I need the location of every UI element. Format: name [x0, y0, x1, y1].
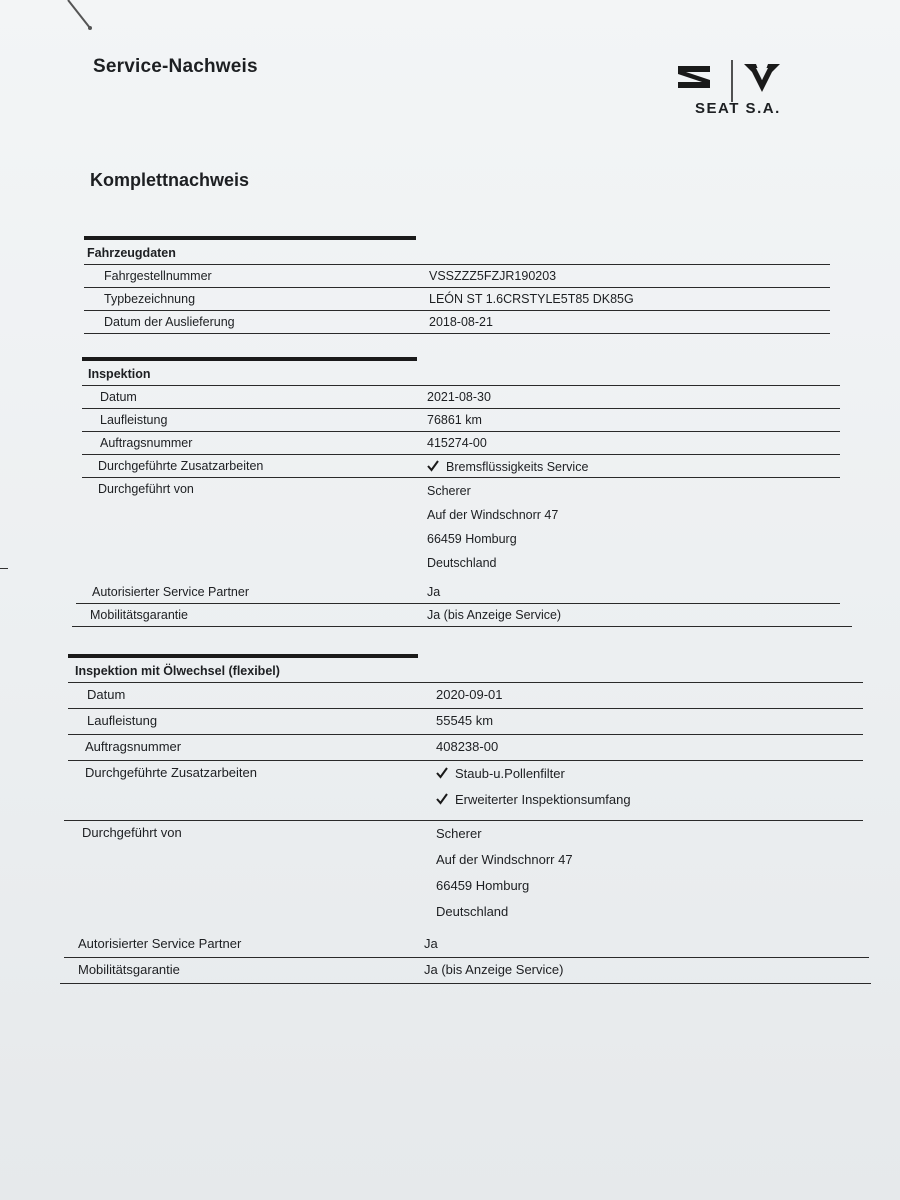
brand-name: SEAT S.A. [695, 100, 781, 117]
table-row [68, 683, 863, 709]
row-value: 55545 km [436, 713, 494, 728]
row-label: Durchgeführt von [98, 482, 194, 496]
row-value: 415274-00 [427, 436, 487, 450]
table-row [68, 735, 863, 761]
row-label: Datum [87, 687, 126, 702]
table-row [84, 288, 830, 311]
row-value [427, 455, 840, 477]
seat-logo-icon [678, 66, 710, 88]
pen-mark [66, 0, 94, 32]
checkmark-icon [427, 460, 439, 472]
table-row [84, 265, 830, 288]
extra-work-item: Staub-u.Pollenfilter [455, 766, 565, 781]
row-label: Durchgeführte Zusatzarbeiten [98, 459, 264, 473]
row-label: Autorisierter Service Partner [92, 585, 250, 599]
row-label: Laufleistung [100, 413, 168, 427]
address-line: Auf der Windschnorr 47 [427, 508, 559, 522]
row-value: 2018-08-21 [429, 315, 493, 329]
row-label: Datum der Auslieferung [104, 315, 235, 329]
row-value [436, 761, 863, 820]
address-line: Deutschland [436, 904, 509, 919]
row-value: 76861 km [427, 413, 482, 427]
address-line: Scherer [427, 484, 471, 498]
address-line: Scherer [436, 826, 482, 841]
inspection-section [82, 357, 840, 627]
row-label: Datum [100, 390, 137, 404]
document-title: Service-Nachweis [93, 56, 258, 77]
extra-work-item: Erweiterter Inspektionsumfang [455, 792, 631, 807]
row-label: Autorisierter Service Partner [78, 936, 242, 951]
row-label: Mobilitätsgarantie [78, 962, 180, 977]
row-label: Durchgeführt von [82, 825, 182, 840]
vehicle-section [84, 236, 830, 334]
checkmark-icon [436, 767, 448, 779]
row-label: Auftragsnummer [85, 739, 182, 754]
margin-tick [0, 568, 8, 569]
table-row [68, 709, 863, 735]
row-label: Laufleistung [87, 713, 158, 728]
row-value: Ja [424, 936, 438, 951]
table-row [72, 604, 852, 627]
row-label: Typbezeichnung [104, 292, 196, 306]
table-row [76, 581, 840, 604]
table-row [82, 455, 840, 478]
row-label: Fahrgestellnummer [104, 269, 212, 283]
table-row [82, 432, 840, 455]
row-value: 2020-09-01 [436, 687, 503, 702]
checkmark-icon [436, 793, 448, 805]
row-value: Ja (bis Anzeige Service) [427, 608, 562, 622]
row-label: Mobilitätsgarantie [90, 608, 188, 622]
vehicle-heading: Fahrzeugdaten [84, 240, 830, 265]
row-value: 2021-08-30 [427, 390, 491, 404]
address-line: Deutschland [427, 556, 497, 570]
inspection-heading: Inspektion [82, 361, 840, 386]
extra-work-line [436, 791, 863, 817]
table-row [60, 958, 871, 984]
row-value: VSSZZZ5FZJR190203 [429, 269, 557, 283]
cupra-logo-icon [744, 64, 780, 92]
address-line: Auf der Windschnorr 47 [436, 852, 573, 867]
address-line: 66459 Homburg [436, 878, 530, 893]
address-block [427, 478, 840, 581]
table-row [82, 478, 840, 581]
table-row [64, 932, 869, 958]
table-row [64, 821, 863, 932]
row-label: Durchgeführte Zusatzarbeiten [85, 765, 257, 780]
row-value: Ja [427, 585, 441, 599]
table-row [84, 311, 830, 334]
section-title: Komplettnachweis [90, 170, 250, 190]
row-value: LEÓN ST 1.6CRSTYLE5T85 DK85G [429, 292, 634, 306]
row-value: Ja (bis Anzeige Service) [424, 962, 564, 977]
row-label: Auftragsnummer [100, 436, 193, 450]
row-value: 408238-00 [436, 739, 499, 754]
address-line: 66459 Homburg [427, 532, 517, 546]
table-row [82, 409, 840, 432]
extra-work-line [436, 765, 863, 791]
table-row [64, 761, 863, 821]
oil-change-heading: Inspektion mit Ölwechsel (flexibel) [68, 658, 863, 683]
oil-change-section [68, 654, 863, 984]
extra-work-item: Bremsflüssigkeits Service [446, 460, 589, 474]
table-row [82, 386, 840, 409]
address-block [436, 821, 863, 932]
